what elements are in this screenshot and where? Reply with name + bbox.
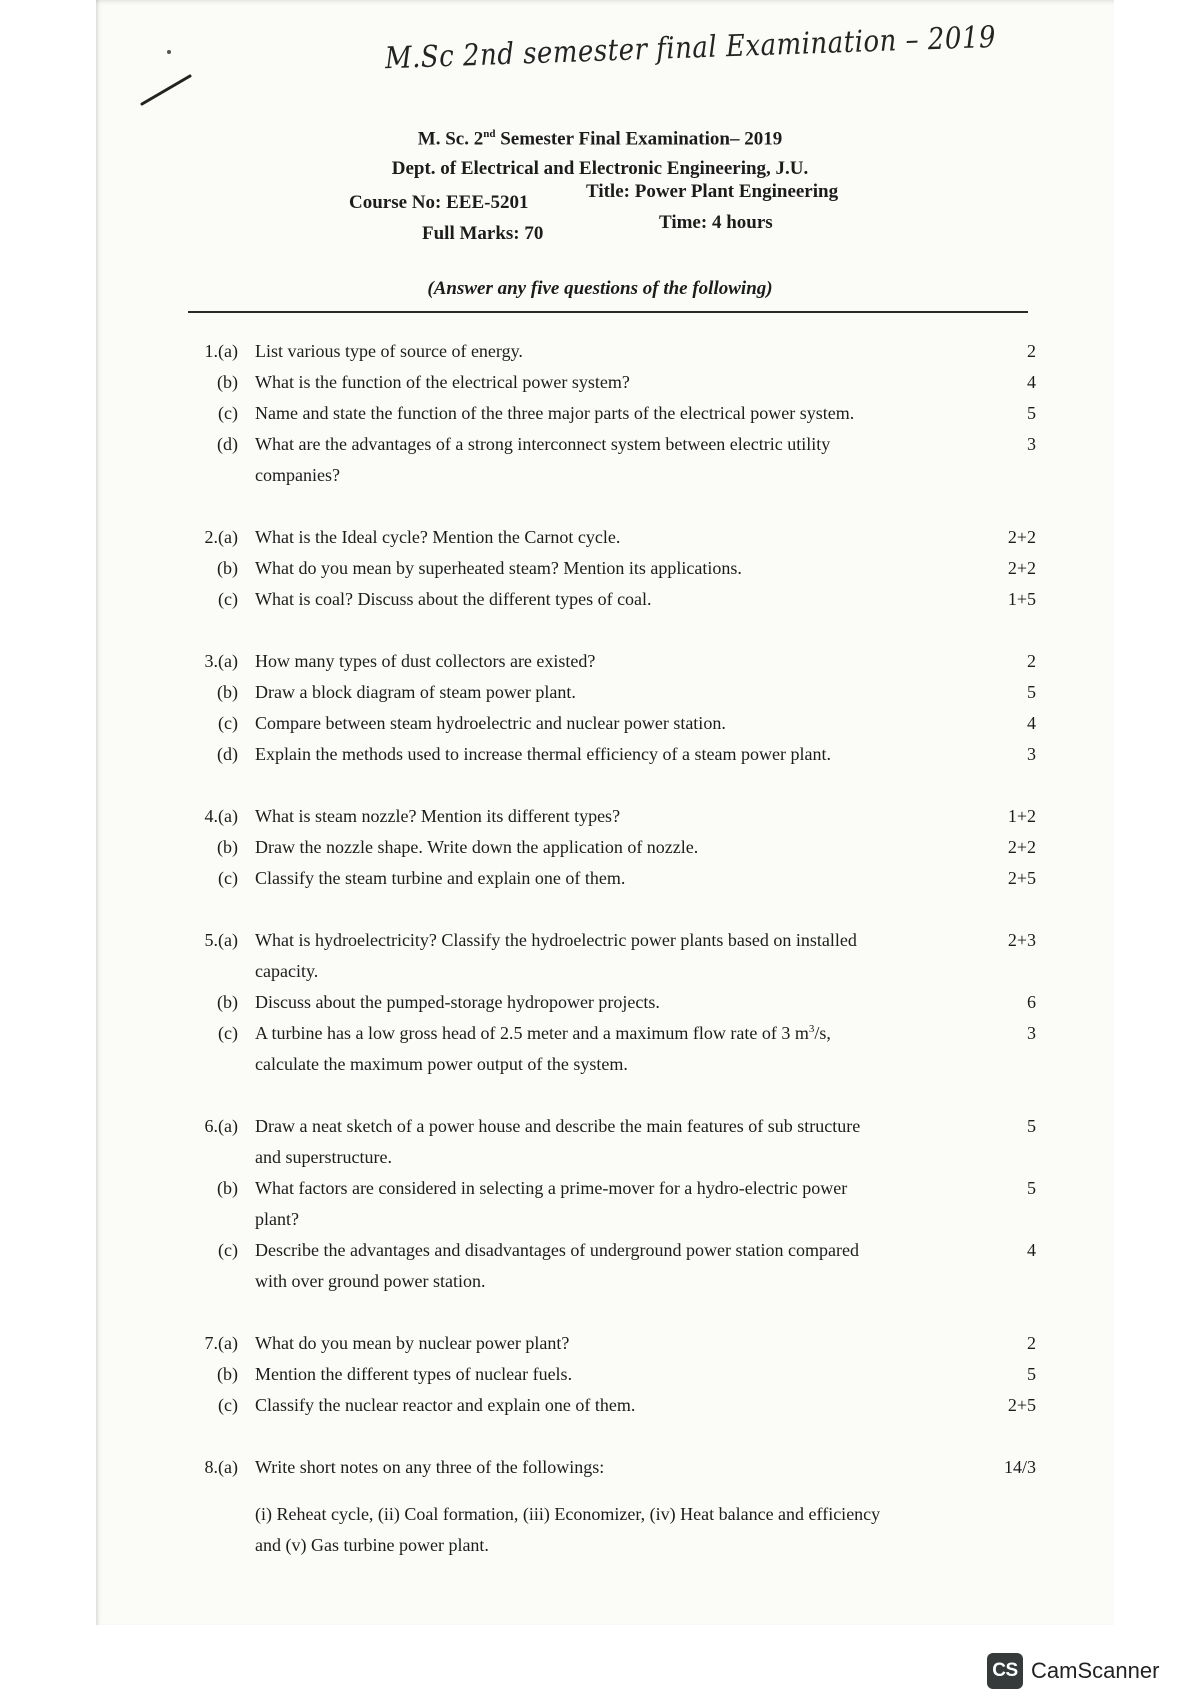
question-label: [176, 1142, 238, 1173]
question-marks: 1+2: [1007, 806, 1036, 826]
camscanner-watermark: [987, 1652, 1159, 1690]
question-part: [176, 584, 1036, 615]
question-part: [176, 1452, 1036, 1483]
question-text: What are the advantages of a strong interconnect system between electric utility: [255, 434, 831, 454]
question-part: [176, 1390, 1036, 1421]
question-part-continuation: [176, 1266, 1036, 1297]
question-label: [176, 956, 238, 987]
question-part: [176, 925, 1036, 956]
question-text: Write short notes on any three of the followings:: [255, 1457, 605, 1477]
question-marks: [955, 1049, 1036, 1080]
question-text: Draw a block diagram of steam power plant.: [255, 682, 576, 702]
question-part: [176, 1328, 1036, 1359]
question-text: What is coal? Discuss about the different types of coal.: [255, 589, 652, 609]
question-text: calculate the maximum power output of the system.: [255, 1054, 628, 1074]
question-label: 5.(a): [204, 930, 238, 950]
course-number: Course No: EEE-5201: [349, 192, 529, 213]
question-marks: [955, 1266, 1036, 1297]
question-part: [176, 1173, 1036, 1204]
question-text: Describe the advantages and disadvantages of underground power station compared: [255, 1240, 859, 1260]
question-label: (d): [217, 744, 238, 764]
question-label: 7.(a): [204, 1333, 238, 1353]
question-part: [176, 739, 1036, 770]
question-label: (b): [217, 1178, 238, 1198]
question-part: [176, 1111, 1036, 1142]
question-part: [176, 863, 1036, 894]
question-4: [176, 801, 1036, 894]
question-marks: 5: [1027, 1116, 1036, 1136]
question-label: 3.(a): [204, 651, 238, 671]
exam-time: Time: 4 hours: [659, 212, 773, 233]
course-title: Title: Power Plant Engineering: [586, 181, 839, 202]
question-marks: 3: [1027, 744, 1036, 764]
question-part: [176, 553, 1036, 584]
question-text: Classify the nuclear reactor and explain one of them.: [255, 1395, 636, 1415]
question-marks: 2: [1027, 1333, 1036, 1353]
question-marks: 5: [1027, 1364, 1036, 1384]
question-label: (c): [218, 713, 238, 733]
question-text: Classify the steam turbine and explain one of them.: [255, 868, 626, 888]
question-label: [176, 1266, 238, 1297]
question-text: What is hydroelectricity? Classify the hydroelectric power plants based on installed: [255, 930, 857, 950]
question-7: [176, 1328, 1036, 1421]
question-text: Explain the methods used to increase thermal efficiency of a steam power plant.: [255, 744, 831, 764]
question-text: What is steam nozzle? Mention its different types?: [255, 806, 621, 826]
question-text: Name and state the function of the three major parts of the electrical power system.: [255, 403, 855, 423]
question-part: [176, 367, 1036, 398]
question-part: [176, 1235, 1036, 1266]
question-label: (d): [217, 434, 238, 454]
question-label: [176, 1204, 238, 1235]
question-1: [176, 336, 1036, 491]
question-part: [176, 708, 1036, 739]
question-part: [176, 1018, 1036, 1049]
question-text-segment: A turbine has a low gross head of 2.5 meter and a maximum flow rate of 3 m: [255, 1023, 809, 1043]
question-label: (c): [218, 589, 238, 609]
question-text: Compare between steam hydroelectric and nuclear power station.: [255, 713, 726, 733]
question-part: [176, 1359, 1036, 1390]
question-label: 6.(a): [204, 1116, 238, 1136]
question-3: [176, 646, 1036, 770]
question-marks: 2+5: [1007, 1395, 1036, 1415]
question-part-continuation: [176, 460, 1036, 491]
exam-title-suffix: Semester Final Examination– 2019: [495, 128, 783, 150]
department: Dept. of Electrical and Electronic Engineering, J.U.: [391, 158, 809, 179]
question-label: 1.(a): [204, 341, 238, 361]
question-marks: 2: [1027, 651, 1036, 671]
question-marks: 6: [1027, 992, 1036, 1012]
question-text: capacity.: [255, 961, 319, 981]
handwritten-title: M.Sc 2nd semester final Examination – 2019: [384, 20, 997, 77]
question-marks: 2+5: [1007, 868, 1036, 888]
question-marks: 14/3: [1003, 1457, 1036, 1477]
question-text: What is the Ideal cycle? Mention the Carnot cycle.: [255, 527, 621, 547]
question-label: (b): [217, 558, 238, 578]
question-part: [176, 646, 1036, 677]
question-marks: 2+2: [1007, 558, 1036, 578]
question-text: How many types of dust collectors are existed?: [255, 651, 596, 671]
question-label: (b): [217, 372, 238, 392]
question-8: [176, 1452, 1036, 1561]
question-marks: [955, 1204, 1036, 1235]
exam-title: [0, 128, 1200, 150]
question-label: (b): [217, 837, 238, 857]
short-note-line: (i) Reheat cycle, (ii) Coal formation, (iii) Economizer, (iv) Heat balance and efficiency: [255, 1504, 881, 1524]
question-label: (b): [217, 1364, 238, 1384]
question-marks: 3: [1027, 434, 1036, 454]
header-divider: [188, 311, 1028, 313]
question-marks: [955, 956, 1036, 987]
question-text: List various type of source of energy.: [255, 341, 523, 361]
question-label: [176, 1049, 238, 1080]
camscanner-logo-icon: CS: [987, 1653, 1023, 1689]
question-marks: 5: [1027, 682, 1036, 702]
exam-title-superscript: nd: [483, 128, 496, 140]
exam-title-prefix: M. Sc. 2: [417, 128, 484, 150]
question-marks: [955, 1142, 1036, 1173]
question-text: companies?: [255, 465, 340, 485]
instruction: (Answer any five questions of the following): [427, 278, 773, 299]
question-text: What do you mean by nuclear power plant?: [255, 1333, 570, 1353]
question-label: (c): [218, 1395, 238, 1415]
question-marks: 5: [1027, 403, 1036, 423]
question-marks: 5: [1027, 1178, 1036, 1198]
question-label: (c): [218, 1023, 238, 1043]
question-part: [176, 429, 1036, 460]
question-label: (c): [218, 403, 238, 423]
question-text: Draw the nozzle shape. Write down the application of nozzle.: [255, 837, 699, 857]
question-text: and superstructure.: [255, 1147, 392, 1167]
superscript: 3: [808, 1023, 815, 1035]
question-part-continuation: [176, 1049, 1036, 1080]
question-5: [176, 925, 1036, 1080]
question-marks: [955, 460, 1036, 491]
question-list: [176, 336, 1036, 1561]
question-text: What do you mean by superheated steam? Mention its applications.: [255, 558, 742, 578]
question-label: 2.(a): [204, 527, 238, 547]
question-marks: 1+5: [1007, 589, 1036, 609]
question-label: (c): [218, 1240, 238, 1260]
question-label: (b): [217, 992, 238, 1012]
question-label: [176, 460, 238, 491]
full-marks: Full Marks: 70: [422, 223, 544, 244]
question-text: plant?: [255, 1209, 299, 1229]
question-part: [176, 832, 1036, 863]
question-text-segment: /s,: [814, 1023, 831, 1043]
question-label: (c): [218, 868, 238, 888]
question-marks: 3: [1027, 1023, 1036, 1043]
question-part: [176, 398, 1036, 429]
short-note-options: [176, 1499, 1036, 1561]
question-text: [255, 1018, 955, 1049]
question-marks: 4: [1027, 1240, 1036, 1260]
question-marks: 2+3: [1007, 930, 1036, 950]
question-part-continuation: [176, 1142, 1036, 1173]
question-part-continuation: [176, 956, 1036, 987]
question-label: 8.(a): [204, 1457, 238, 1477]
question-part: [176, 522, 1036, 553]
question-text: Discuss about the pumped-storage hydropower projects.: [255, 992, 660, 1012]
question-label: 4.(a): [204, 806, 238, 826]
question-marks: 2+2: [1007, 527, 1036, 547]
camscanner-name: CamScanner: [1031, 1658, 1160, 1683]
question-part: [176, 677, 1036, 708]
question-text: with over ground power station.: [255, 1271, 486, 1291]
question-part: [176, 336, 1036, 367]
question-marks: 4: [1027, 713, 1036, 733]
pen-mark: [130, 40, 200, 115]
question-text: Mention the different types of nuclear fuels.: [255, 1364, 573, 1384]
question-label: (b): [217, 682, 238, 702]
short-note-line: and (v) Gas turbine power plant.: [255, 1535, 489, 1555]
question-marks: 2+2: [1007, 837, 1036, 857]
question-part-continuation: [176, 1204, 1036, 1235]
question-marks: 4: [1027, 372, 1036, 392]
question-marks: 2: [1027, 341, 1036, 361]
question-text: What is the function of the electrical power system?: [255, 372, 630, 392]
question-text: Draw a neat sketch of a power house and describe the main features of sub structure: [255, 1116, 861, 1136]
question-6: [176, 1111, 1036, 1297]
question-text: What factors are considered in selecting a prime-mover for a hydro-electric power: [255, 1178, 848, 1198]
question-part: [176, 987, 1036, 1018]
question-2: [176, 522, 1036, 615]
question-part: [176, 801, 1036, 832]
